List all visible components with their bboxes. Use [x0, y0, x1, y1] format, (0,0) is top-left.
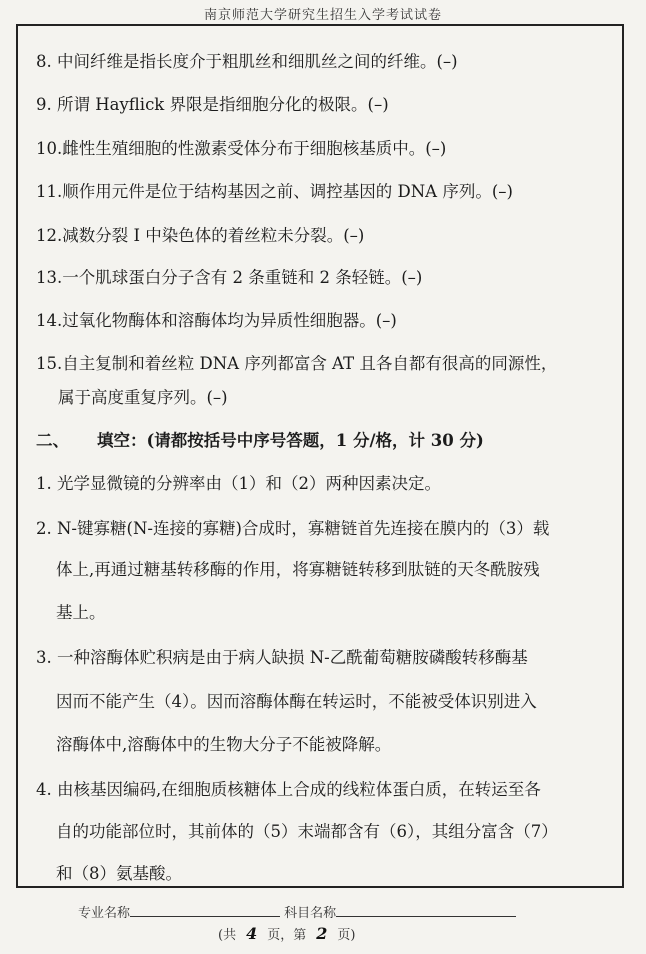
item-text: 15.自主复制和着丝粒 DNA 序列都富含 AT 且各自都有很高的同源性， — [36, 354, 558, 373]
item-answer: (–) — [367, 95, 389, 114]
item-text: 属于高度重复序列。 — [58, 388, 207, 407]
subject-label: 科目名称 — [284, 906, 337, 921]
item-text: 9. 所谓 Hayflick 界限是指细胞分化的极限。 — [36, 95, 368, 114]
item-text: 8. 中间纤维是指长度介于粗肌丝和细肌丝之间的纤维。 — [36, 52, 437, 71]
judgement-item-13 — [36, 268, 422, 288]
section-title: 填空：(请都按括号中序号答题，1 分/格，计 30 分) — [97, 431, 484, 450]
total-pages: 4 — [246, 924, 258, 943]
item-text: 11.顺作用元件是位于结构基因之前、调控基因的 DNA 序列。 — [36, 182, 492, 201]
item-answer: (–) — [436, 52, 458, 71]
major-blank — [130, 904, 280, 917]
item-answer: (–) — [401, 268, 423, 287]
section-2-heading — [36, 431, 484, 451]
fill-question-3: 3. 一种溶酶体贮积病是由于病人缺损 N-乙酰葡萄糖胺磷酸转移酶基 — [36, 648, 528, 667]
pages-suffix: 页) — [337, 928, 356, 943]
fill-question-4-line3: 和（8）氨基酸。 — [56, 864, 182, 883]
fill-question-1: 1. 光学显微镜的分辨率由（1）和（2）两种因素决定。 — [36, 474, 441, 493]
judgement-item-10 — [36, 139, 446, 159]
fill-question-4: 4. 由核基因编码,在细胞质核糖体上合成的线粒体蛋白质，在转运至各 — [36, 780, 541, 799]
fill-question-2: 2. N-键寡糖(N-连接的寡糖)合成时，寡糖链首先连接在膜内的（3）载 — [36, 519, 550, 538]
major-label: 专业名称 — [78, 906, 131, 921]
item-text: 13.一个肌球蛋白分子含有 2 条重链和 2 条轻链。 — [36, 268, 402, 287]
judgement-item-11 — [36, 182, 513, 202]
judgement-item-9 — [36, 95, 389, 115]
pages-mid: 页，第 — [267, 928, 307, 943]
exam-header: 南京师范大学研究生招生入学考试试卷 — [203, 8, 442, 23]
subject-blank — [336, 904, 516, 917]
judgement-item-15 — [36, 354, 557, 374]
item-answer: (–) — [375, 311, 397, 330]
item-answer: (–) — [491, 182, 513, 201]
judgement-item-8 — [36, 52, 458, 72]
item-answer: (–) — [343, 226, 365, 245]
exam-content-frame — [16, 24, 624, 888]
current-page: 2 — [316, 924, 328, 943]
judgement-item-15-continued — [58, 388, 228, 408]
pages-prefix: (共 — [218, 928, 237, 943]
footer-names-row — [78, 902, 516, 921]
footer-page-row — [218, 924, 355, 943]
fill-question-2-line2: 体上,再通过糖基转移酶的作用，将寡糖链转移到肽链的天冬酰胺残 — [56, 560, 540, 579]
item-text: 10.雌性生殖细胞的性激素受体分布于细胞核基质中。 — [36, 139, 426, 158]
fill-question-2-line3: 基上。 — [56, 603, 106, 622]
judgement-item-12 — [36, 226, 364, 246]
fill-question-4-line2: 自的功能部位时，其前体的（5）末端都含有（6），其组分富含（7） — [56, 822, 558, 841]
item-answer: (–) — [206, 388, 228, 407]
item-answer: (–) — [425, 139, 447, 158]
fill-question-3-line2: 因而不能产生（4）。因而溶酶体酶在转运时，不能被受体识别进入 — [56, 692, 537, 711]
judgement-item-14 — [36, 311, 397, 331]
item-text: 12.减数分裂 I 中染色体的着丝粒未分裂。 — [36, 226, 344, 245]
item-text: 14.过氧化物酶体和溶酶体均为异质性细胞器。 — [36, 311, 376, 330]
section-number: 二、 — [36, 431, 69, 450]
fill-question-3-line3: 溶酶体中,溶酶体中的生物大分子不能被降解。 — [56, 735, 392, 754]
